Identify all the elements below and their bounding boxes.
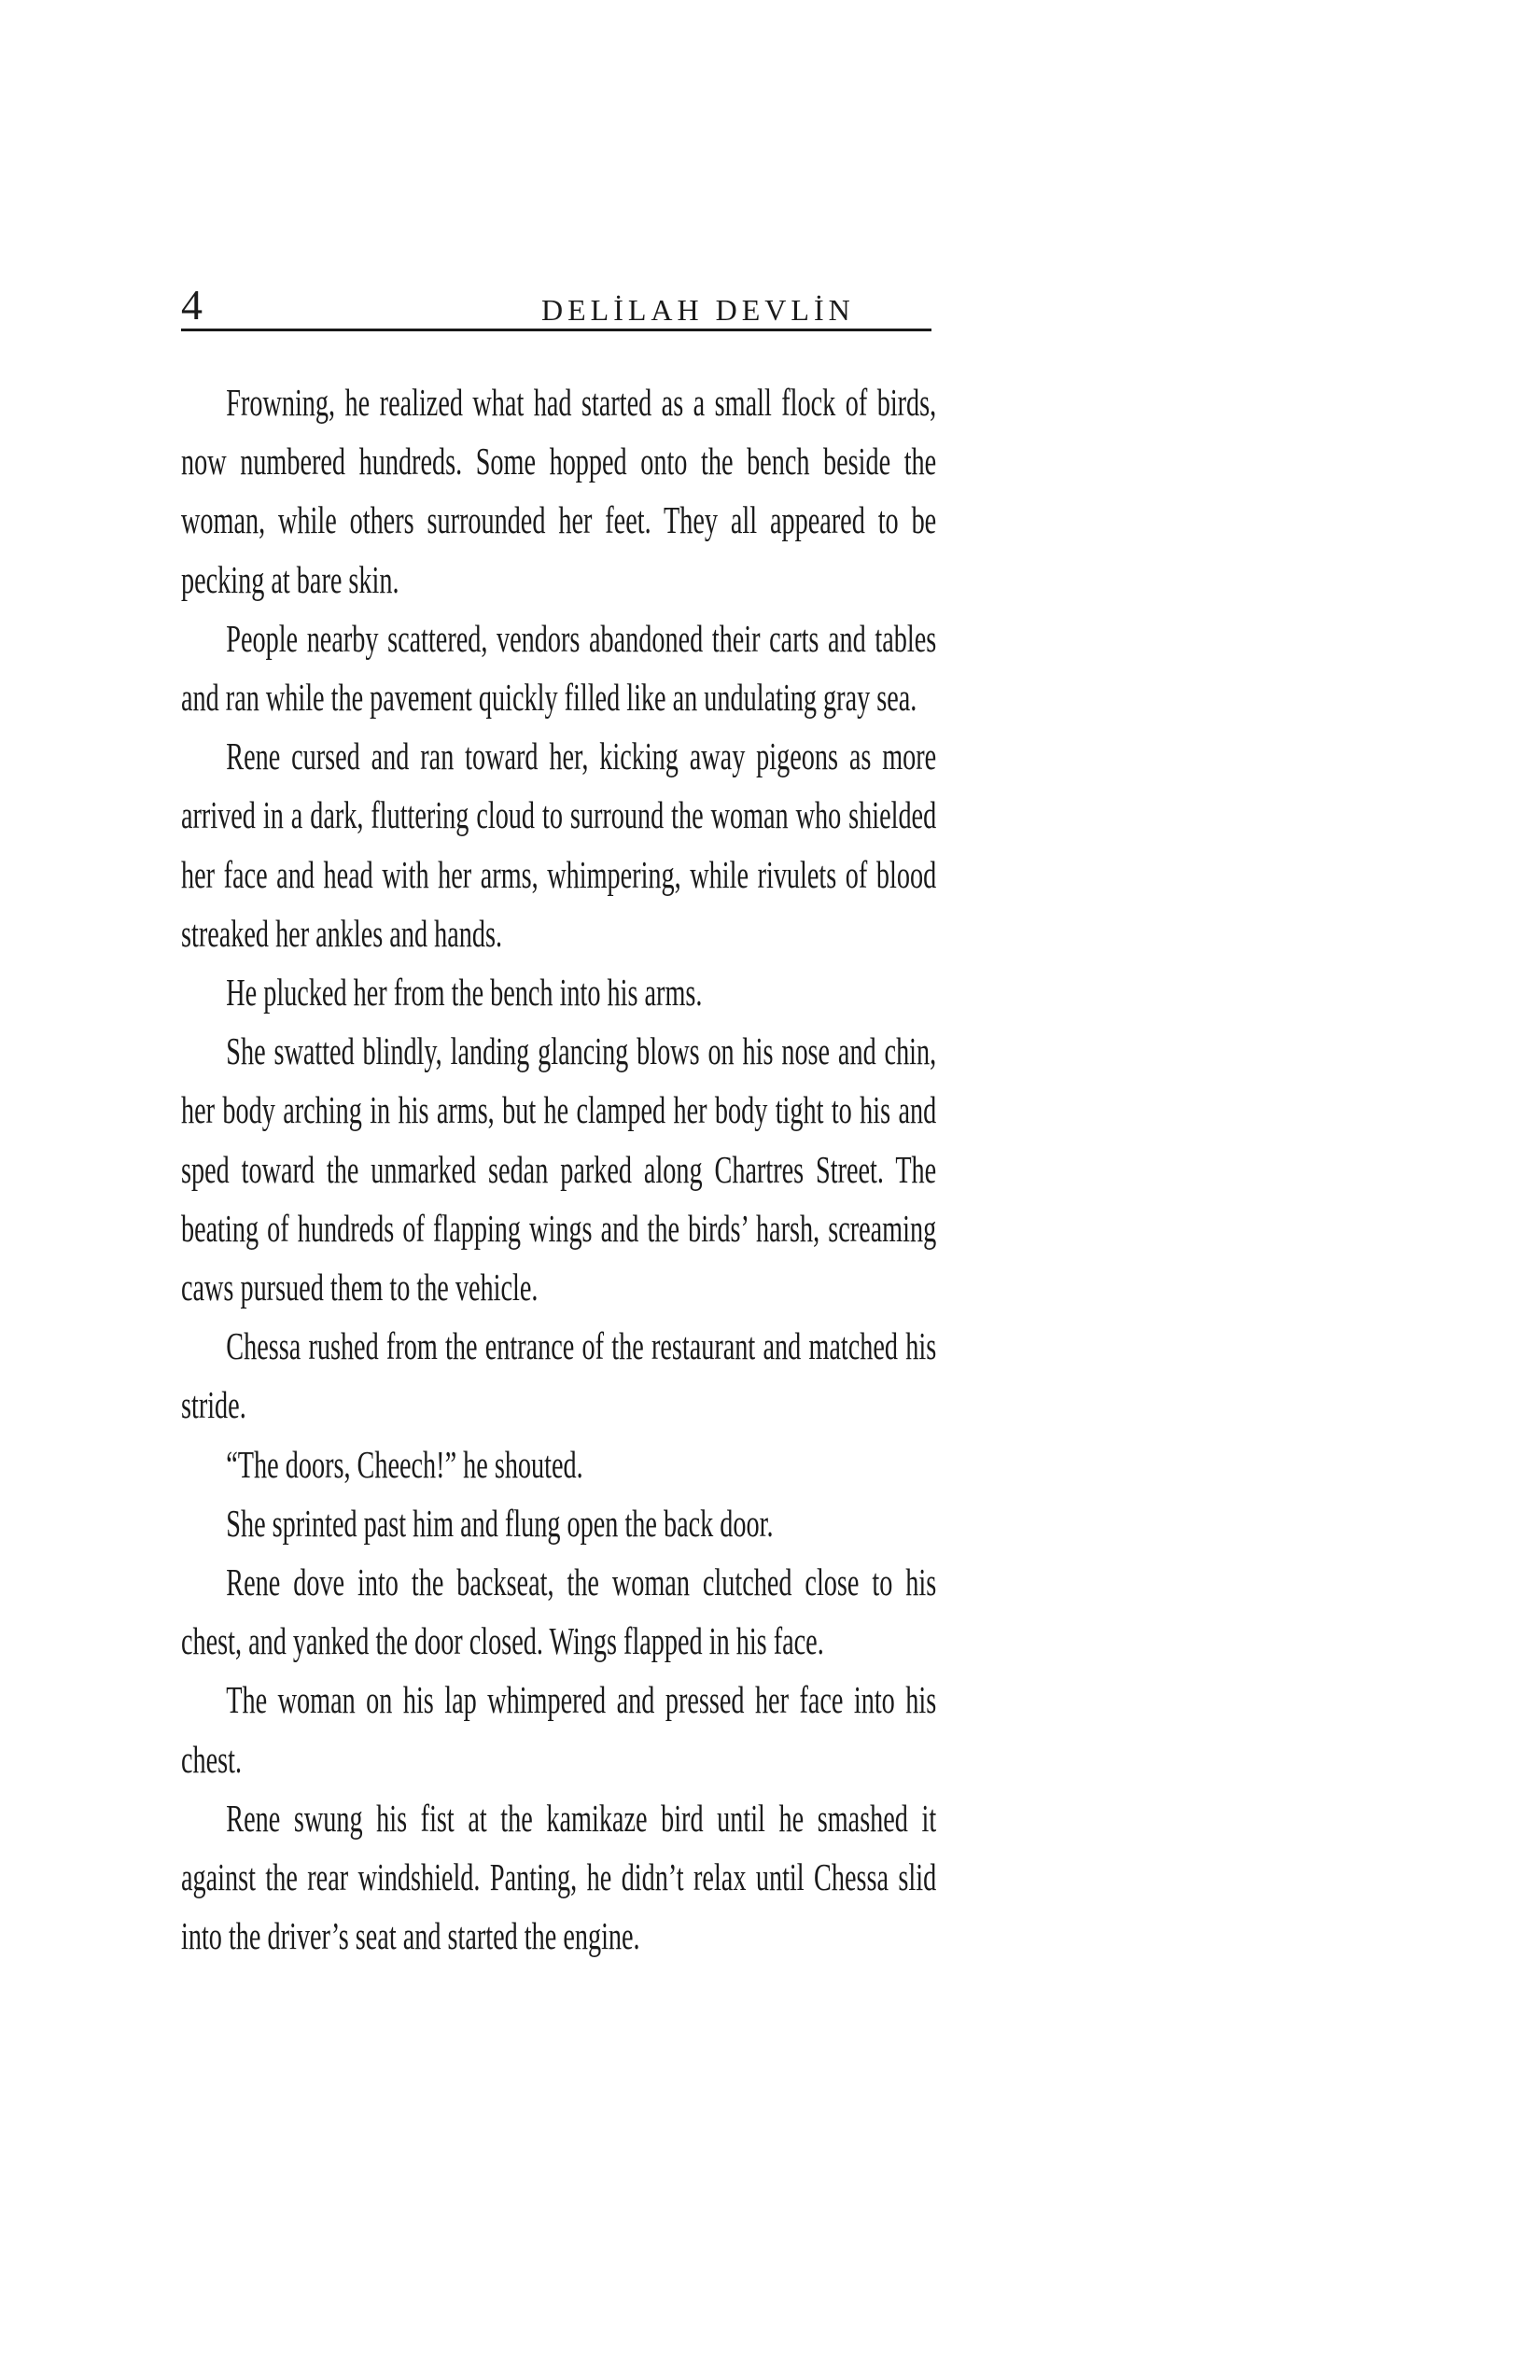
paragraph: Chessa rushed from the entrance of the restaurant and matched his stride.	[181, 1324, 937, 1427]
paragraph: People nearby scattered, vendors abandoned their carts and tables and ran while the pavement quickly filled like an undulating gray sea.	[181, 616, 937, 720]
page-number: 4	[181, 281, 203, 329]
paragraph: Rene cursed and ran toward her, kicking away pigeons as more arrived in a dark, fluttering cloud to surround the woman who shielded her face and head with her arms, whimpering, while rivulets of blood streaked her ankles and hands.	[181, 735, 937, 955]
body-text	[181, 373, 936, 1966]
paragraph: Rene dove into the backseat, the woman clutched close to his chest, and yanked the door closed. Wings flapped in his face.	[181, 1561, 937, 1663]
paragraph: She swatted blindly, landing glancing blows on his nose and chin, her body arching in his arms, but he clamped her body tight to his and sped toward the unmarked sedan parked along Chartres Street. The beating of hundreds of flapping wings and the birds’ harsh, screaming caws pursued them to the vehicle.	[181, 1029, 937, 1309]
paragraph: The woman on his lap whimpered and pressed her face into his chest.	[181, 1678, 937, 1781]
running-head	[181, 276, 931, 331]
paragraph: She sprinted past him and flung open the back door.	[226, 1501, 774, 1545]
paragraph: Rene swung his fist at the kamikaze bird until he smashed it against the rear windshield. Panting, he didn’t relax until Chessa slid into the driver’s seat and started the engine.	[181, 1796, 937, 1958]
paragraph: Frowning, he realized what had started as a small flock of birds, now numbered hundreds. Some hopped onto the bench beside the woman, while others surrounded her feet. They all appeared to be pecking at bare skin.	[181, 381, 937, 601]
book-title: DELİLAH DEVLİN	[541, 293, 855, 327]
paragraph: “The doors, Cheech!” he shouted.	[226, 1442, 583, 1486]
paragraph: He plucked her from the bench into his arms.	[226, 971, 703, 1015]
